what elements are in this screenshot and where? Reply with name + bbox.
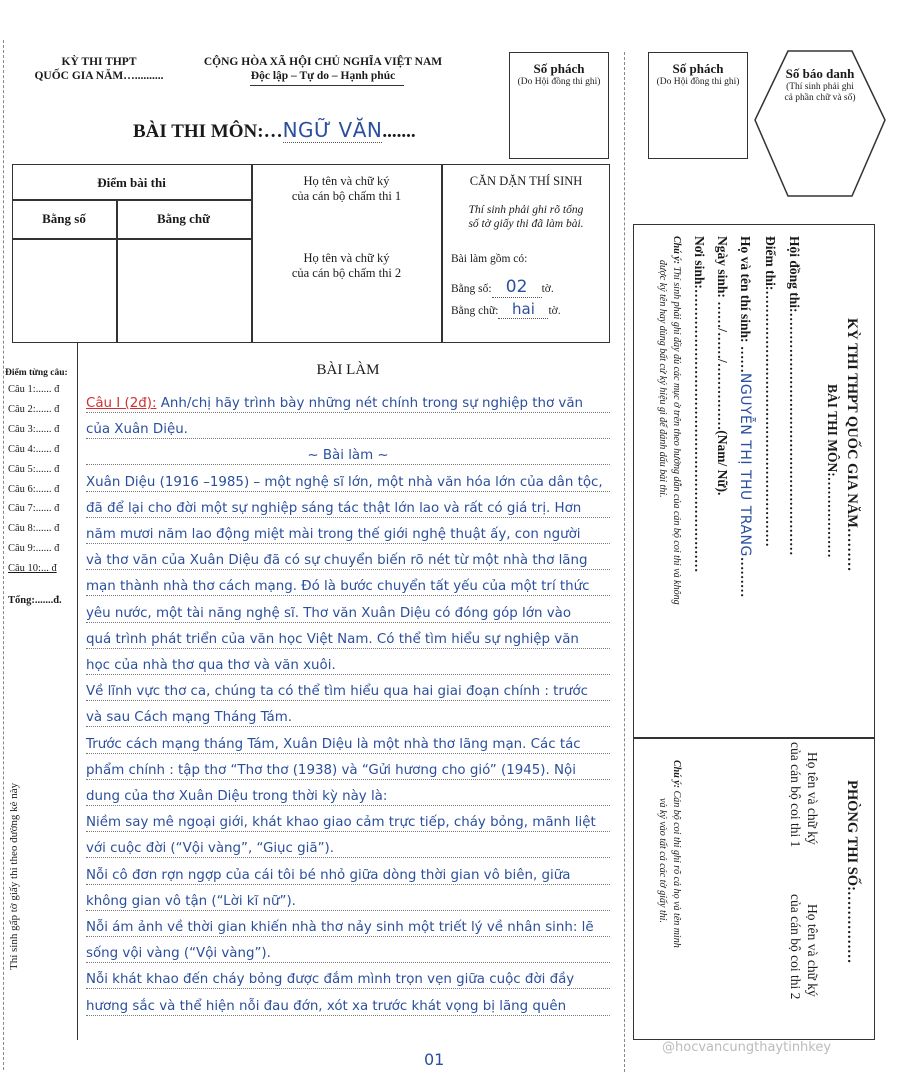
proctor-2-a: Họ tên và chữ ký — [805, 904, 820, 997]
watermark: @hocvancungthaytinhkey — [662, 1040, 832, 1055]
pages-label: Bài làm gồm có: — [451, 253, 528, 265]
essay-line: đã để lại cho đời một sự nghiệp sáng tác thật lớn lao và rất có giá trị. Hơn — [86, 501, 610, 518]
side-council: Hội đồng thi:……………………………………………… — [787, 236, 802, 556]
exam-room: PHÒNG THI SỐ:…………… — [844, 780, 860, 964]
subject-label: BÀI THI MÔN: — [133, 121, 264, 142]
examiner-1 — [252, 174, 441, 204]
pages-by-number-value: 02 — [492, 277, 542, 298]
essay-line: quá trình phát triển của văn học Việt Nam. Có thể tìm hiểu sự nghiệp văn — [86, 632, 610, 649]
examiner-2-line-1: Họ tên và chữ ký — [303, 251, 390, 265]
side-note-1 — [671, 236, 682, 605]
motto-underline — [250, 85, 404, 86]
essay-line: không gian vô tận (“Lời kĩ nữ”). — [86, 894, 610, 911]
side-note-text-1: Thí sinh phải ghi đầy đủ các mục ở trên theo hướng dẫn của cán bộ coi thi và không — [671, 264, 682, 605]
per-question-title: Điểm từng câu: — [5, 368, 68, 378]
proctor-panel — [633, 738, 875, 1040]
essay-line: của Xuân Diệu. — [86, 422, 610, 439]
essay-line: yêu nước, một tài năng nghệ sĩ. Thơ văn Xuân Diệu có đóng góp lớn vào — [86, 606, 610, 623]
exam-header — [14, 55, 184, 83]
essay-line: với cuộc đời (“Vội vàng”, “Giục giã”). — [86, 841, 610, 858]
pages-by-words-label: Bằng chữ: — [451, 305, 499, 317]
proctor-1-b: của cán bộ coi thi 1 — [788, 742, 803, 848]
per-question-score: Câu 5:...... đ — [8, 463, 60, 475]
so-phach-box-1 — [509, 52, 609, 159]
essay-line: Nỗi cô đơn rợn ngợp của cái tôi bé nhỏ giữa dòng thời gian vô biên, giữa — [86, 868, 610, 885]
instructions-line-2: số tờ giấy thi đã làm bài. — [468, 218, 584, 230]
instructions — [442, 174, 610, 319]
so-phach-title-1: Số phách — [533, 61, 585, 76]
per-question-score: Câu 6:...... đ — [8, 483, 60, 495]
score-column-divider — [77, 343, 78, 1040]
essay-line: Nỗi ám ảnh về thời gian khiến nhà thơ nảy sinh một triết lý về nhân sinh: lẽ — [86, 920, 610, 937]
essay-line: phẩm chính : tập thơ “Thơ thơ (1938) và “Gửi hương cho gió” (1945). Nội — [86, 763, 610, 780]
pages-by-number — [451, 277, 610, 298]
so-phach-note-1: (Do Hội đồng thi ghi) — [517, 77, 601, 87]
essay-line: và thơ văn của Xuân Diệu đã có sự chuyển biến rõ nét từ một nhà thơ lãng — [86, 553, 610, 570]
side-title-2: BÀI THI MÔN:……………… — [825, 384, 840, 558]
score-table-hline-2 — [12, 238, 251, 240]
essay-line: sống vội vàng (“Vội vàng”). — [86, 946, 610, 963]
essay-line: học của nhà thơ qua thơ và văn xuôi. — [86, 658, 610, 675]
essay-line: Niềm say mê ngoại giới, khát khao giao cảm trực tiếp, cháy bỏng, mãnh liệt — [86, 815, 610, 832]
examiner-1-line-2: của cán bộ chấm thi 1 — [291, 189, 402, 203]
so-phach-box-2 — [648, 52, 748, 159]
essay-line: Về lĩnh vực thơ ca, chúng ta có thể tìm hiểu qua hai giai đoạn chính : trước — [86, 684, 610, 701]
proctor-1-a: Họ tên và chữ ký — [805, 752, 820, 845]
examiner-1-line-1: Họ tên và chữ ký — [303, 174, 390, 188]
fold-line-left — [3, 40, 4, 1070]
per-question-score: Câu 2:...... đ — [8, 403, 60, 415]
side-note-2: được ký tên hay dùng bất cứ ký hiệu gì để đánh dấu bài thi. — [657, 260, 668, 498]
side-dob: Ngày sinh: ……/……/……………(Nam/ Nữ). — [715, 236, 730, 496]
side-title-1: KỲ THI THPT QUỐC GIA NĂM……… — [844, 318, 860, 572]
per-question-score: Câu 3:...... đ — [8, 423, 60, 435]
proctor-note-2: và ký vào tất cả các tờ giấy thi. — [657, 798, 668, 924]
proctor-2-b: của cán bộ coi thi 2 — [788, 894, 803, 1000]
per-question-score: Câu 7:...... đ — [8, 503, 60, 515]
per-question-score: Câu 9:...... đ — [8, 543, 60, 555]
per-question-total: Tổng:.......đ. — [8, 595, 62, 606]
subject-title — [133, 118, 416, 143]
so-phach-note-2: (Do Hội đồng thi ghi) — [656, 77, 740, 87]
essay-line: Trước cách mạng tháng Tám, Xuân Diệu là một nhà thơ lãng mạn. Các tác — [86, 737, 610, 754]
nation-title: CỘNG HÒA XÃ HỘI CHỦ NGHĨA VIỆT NAM — [203, 56, 443, 68]
proctor-note-label: Chú ý: — [671, 760, 682, 789]
essay-line: và sau Cách mạng Tháng Tám. — [86, 710, 610, 727]
essay-line: hương sắc và thể hiện nỗi đau đớn, xót xa trước khát vọng bị lãng quên — [86, 999, 610, 1016]
subject-value: NGỮ VĂN — [282, 118, 383, 142]
so-bao-danh-title: Số báo danh — [785, 66, 855, 81]
proctor-note-text-1: Cán bộ coi thi ghi rõ cả họ và tên mình — [671, 788, 682, 948]
per-question-score: Câu 1:...... đ — [8, 384, 60, 395]
score-by-number: Bằng số — [42, 211, 86, 226]
essay-line: mạn thành nhà thơ cách mạng. Đó là bước chuyển tất yếu của một trí thức — [86, 579, 610, 596]
so-bao-danh-note-2: cả phần chữ và số) — [784, 93, 856, 103]
essay-line: ~ Bài làm ~ — [86, 448, 610, 465]
nation-motto: Độc lập – Tự do – Hạnh phúc — [250, 70, 396, 82]
pages-words-suffix: tờ. — [548, 305, 561, 317]
question-label: Câu I (2đ): — [86, 396, 157, 411]
essay-line: năm mươi năm lao động miệt mài trong thế giới nghệ thuật ấy, con người — [86, 527, 610, 544]
fold-instruction: Thí sinh gấp tờ giấy thi theo đường kẻ này — [8, 782, 20, 970]
subject-dots-after: ....... — [382, 121, 416, 142]
per-question-score: Câu 4:...... đ — [8, 443, 60, 455]
instructions-line-1: Thí sinh phải ghi rõ tổng — [468, 204, 584, 216]
side-name-label: Họ và tên thí sinh: …… — [738, 236, 753, 373]
fold-line-right — [624, 52, 625, 1072]
nation-header — [178, 55, 468, 83]
question-text: Anh/chị hãy trình bày những nét chính trong sự nghiệp thơ văn — [156, 396, 584, 411]
essay-line — [86, 396, 610, 413]
side-name-after: ……… — [738, 556, 753, 598]
exam-line-1: KỲ THI THPT — [61, 56, 137, 68]
examiner-2 — [252, 251, 441, 281]
examiner-2-line-2: của cán bộ chấm thi 2 — [291, 266, 402, 280]
side-exam-site: Điểm thi:………………………………………………… — [763, 236, 778, 547]
instructions-title: CĂN DẶN THÍ SINH — [469, 174, 583, 188]
so-phach-title-2: Số phách — [672, 61, 724, 76]
score-by-words: Bằng chữ — [157, 211, 210, 226]
proctor-note-1 — [671, 760, 682, 948]
per-question-score: Câu 10:... đ — [8, 563, 57, 575]
subject-dots-before: … — [263, 121, 283, 142]
essay-title: BÀI LÀM — [316, 362, 380, 378]
exam-line-2: QUỐC GIA NĂM….......... — [34, 70, 164, 82]
side-name-value: NGUYỄN THỊ THU TRANG — [737, 372, 753, 557]
side-candidate-name — [737, 236, 753, 597]
so-bao-danh-note-1: (Thí sinh phải ghi — [786, 82, 854, 92]
side-note-label: Chú ý: — [671, 236, 682, 265]
score-header: Điểm bài thi — [97, 175, 166, 190]
pages-number-suffix: tờ. — [541, 283, 554, 295]
so-bao-danh-text — [768, 66, 872, 104]
pages-by-number-label: Bằng số: — [451, 283, 492, 295]
per-question-score: Câu 8:...... đ — [8, 523, 60, 535]
page-number: 01 — [424, 1050, 445, 1069]
essay-line: Nỗi khát khao đến cháy bỏng được đắm mình trọn vẹn giữa cuộc đời đầy — [86, 972, 610, 989]
side-birthplace: Nơi sinh:……………………………………………………… — [692, 236, 707, 573]
score-table-hline-1 — [12, 199, 251, 201]
essay-line: dung của thơ Xuân Diệu trong thời kỳ này là: — [86, 789, 610, 806]
pages-by-words-value: hai — [498, 300, 548, 319]
essay-line: Xuân Diệu (1916 –1985) – một nghệ sĩ lớn, một nhà văn hóa lớn của dân tộc, — [86, 475, 610, 492]
pages-by-words — [451, 300, 610, 319]
